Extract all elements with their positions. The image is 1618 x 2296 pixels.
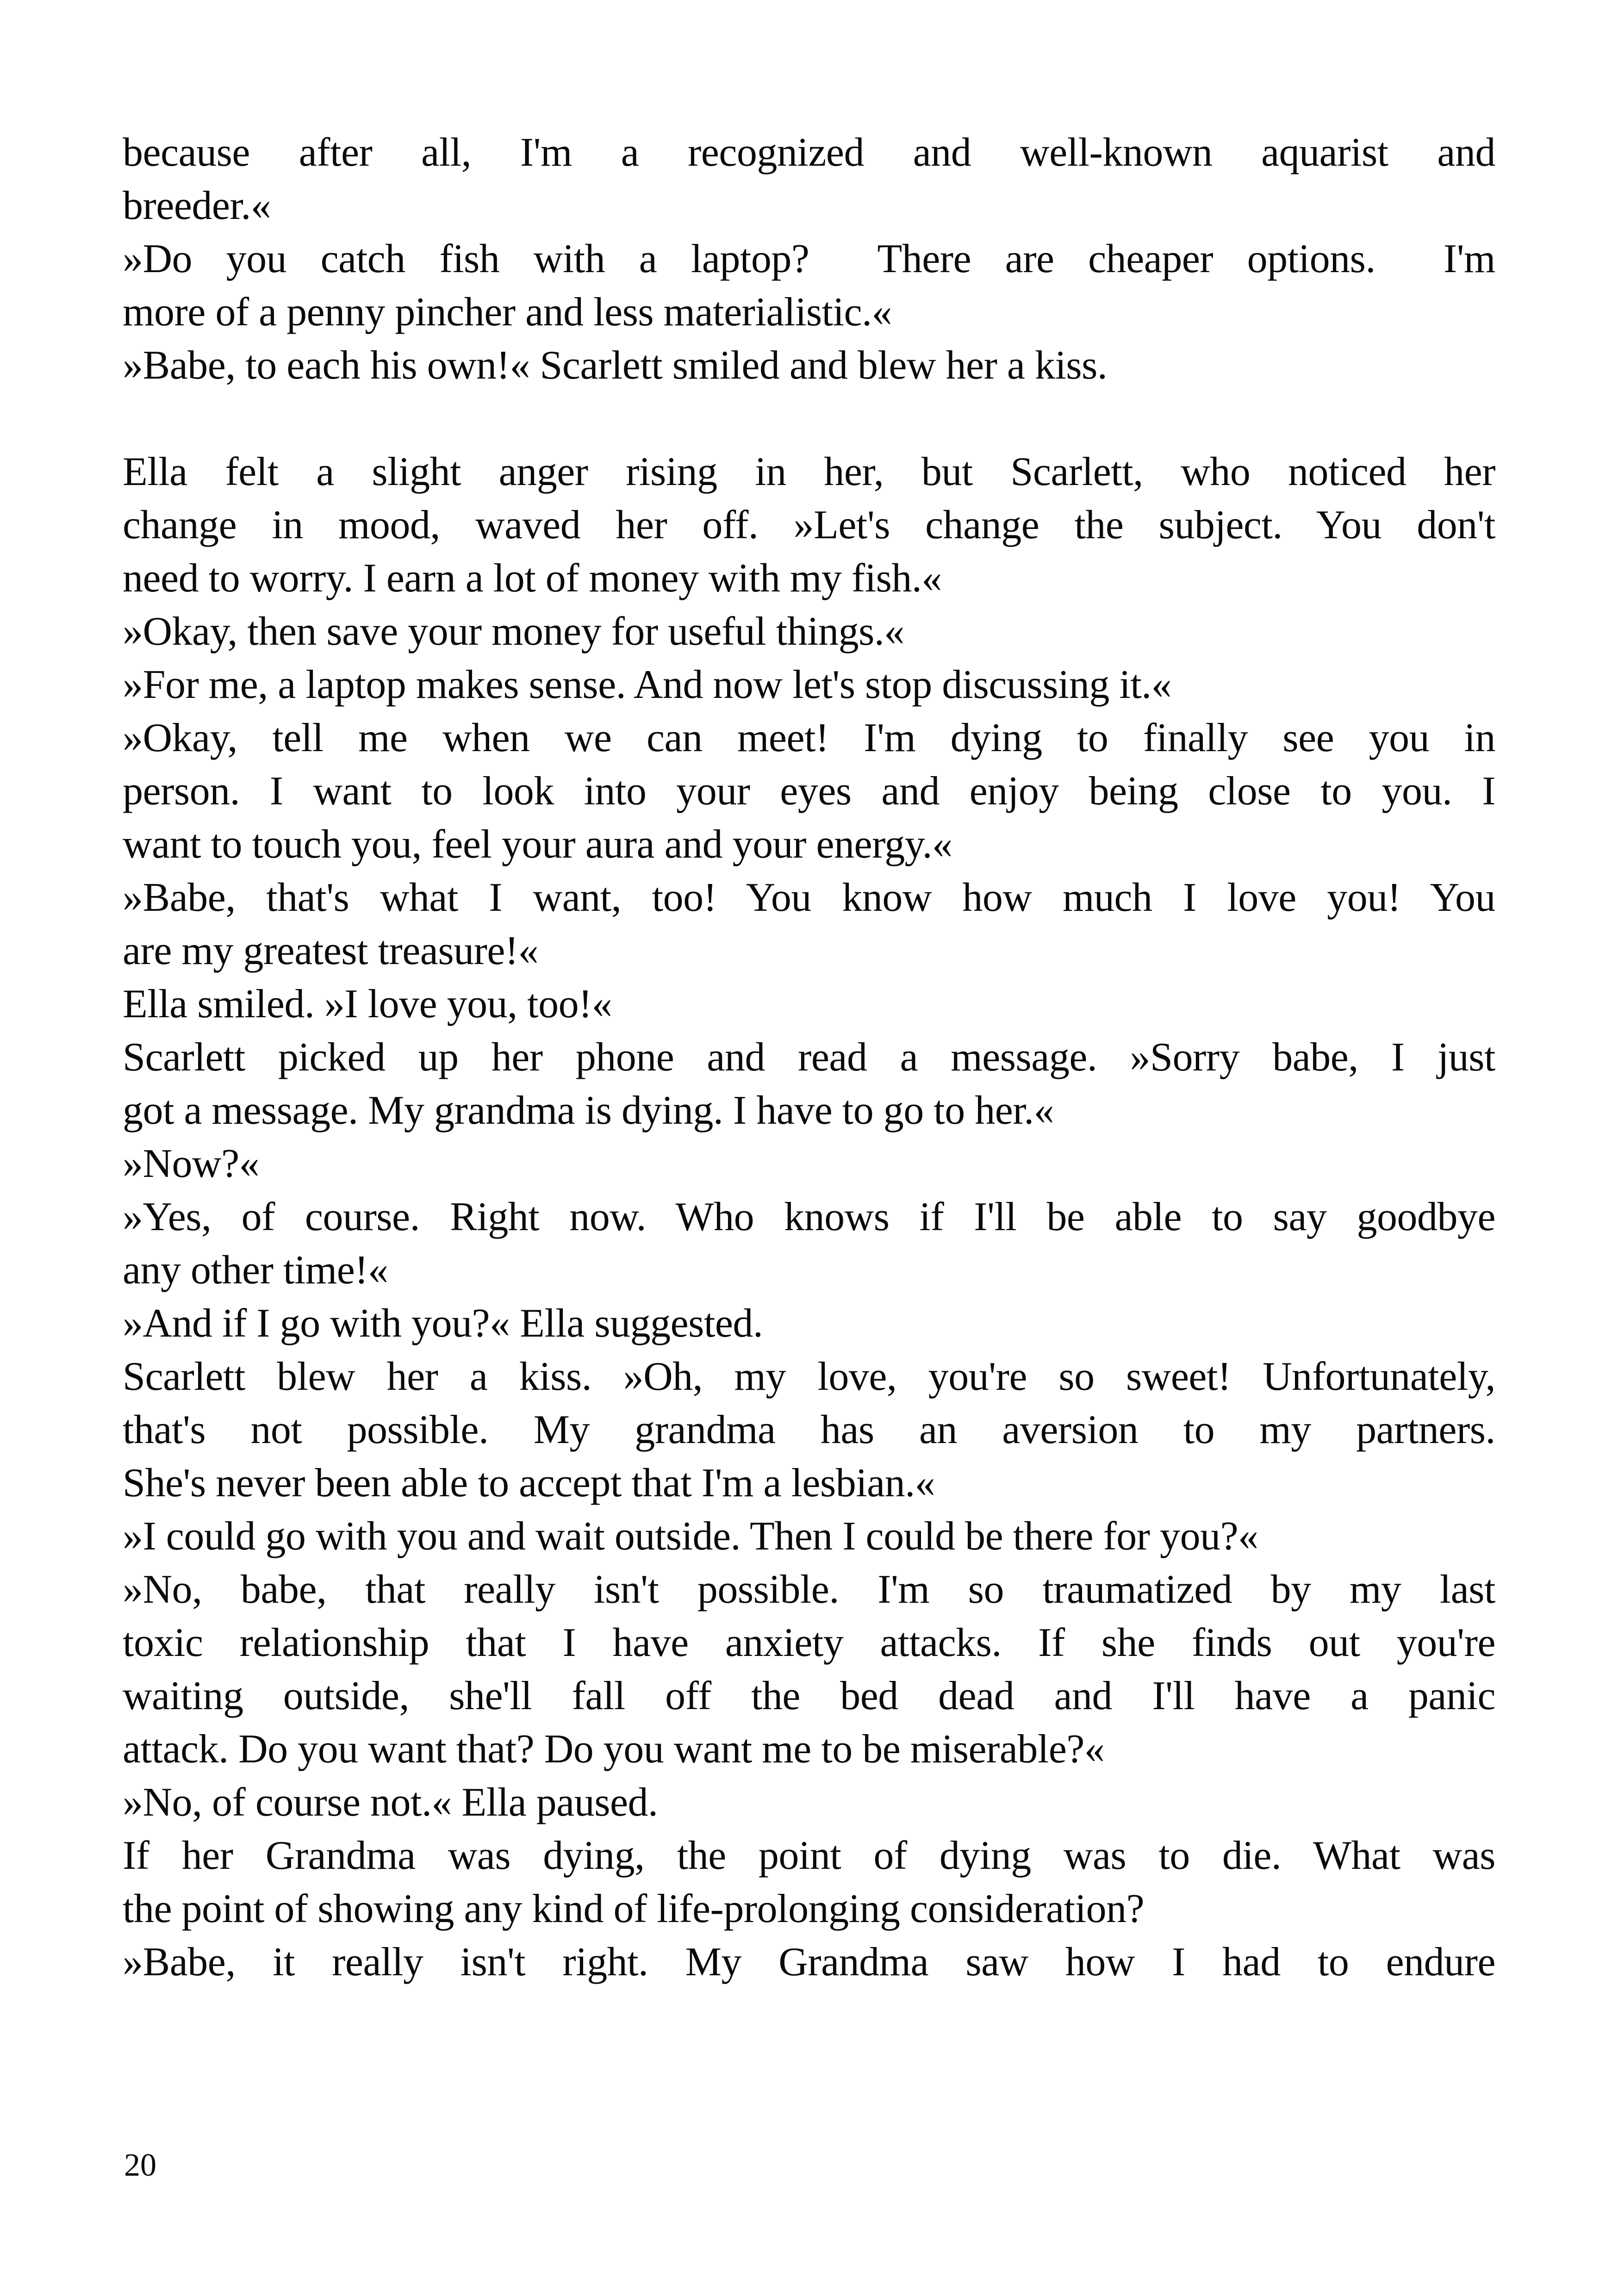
- text-line: She's never been able to accept that I'm a lesbian.«: [123, 1461, 935, 1506]
- text-line: Scarlett blew her a kiss. »Oh, my love, you're so sweet! Unfortunately,: [123, 1354, 1495, 1399]
- paragraph: [123, 1350, 1495, 1510]
- text-line: toxic relationship that I have anxiety attacks. If she finds out you're: [123, 1620, 1495, 1665]
- text-line: »Okay, then save your money for useful things.«: [123, 609, 904, 654]
- text-line: person. I want to look into your eyes and enjoy being close to you. I: [123, 769, 1495, 814]
- text-line: »Babe, that's what I want, too! You know how much I love you! You: [123, 875, 1495, 920]
- paragraph: [123, 1829, 1495, 1935]
- paragraph: [123, 977, 1495, 1031]
- paragraph: [123, 1297, 1495, 1350]
- paragraph: [123, 1137, 1495, 1190]
- text-line: the point of showing any kind of life-prolonging consideration?: [123, 1886, 1145, 1931]
- text-line: »No, of course not.« Ella paused.: [123, 1780, 658, 1825]
- text-line: »Babe, to each his own!« Scarlett smiled and blew her a kiss.: [123, 343, 1108, 388]
- paragraph: [123, 1190, 1495, 1297]
- paragraph: [123, 1031, 1495, 1137]
- paragraph: [123, 126, 1495, 232]
- text-line: If her Grandma was dying, the point of dying was to die. What was: [123, 1833, 1495, 1878]
- text-line: are my greatest treasure!«: [123, 928, 539, 973]
- body-text: [123, 126, 1495, 1989]
- text-line: any other time!«: [123, 1248, 388, 1293]
- text-line: breeder.«: [123, 183, 271, 228]
- paragraph: [123, 658, 1495, 711]
- text-line: got a message. My grandma is dying. I have to go to her.«: [123, 1088, 1054, 1133]
- text-line: Ella felt a slight anger rising in her, but Scarlett, who noticed her: [123, 449, 1495, 494]
- paragraph: [123, 1935, 1495, 1989]
- text-line: Ella smiled. »I love you, too!«: [123, 982, 612, 1027]
- text-line: want to touch you, feel your aura and your energy.«: [123, 822, 952, 867]
- text-line: need to worry. I earn a lot of money with my fish.«: [123, 556, 942, 601]
- text-line: more of a penny pincher and less materialistic.«: [123, 290, 892, 335]
- paragraph: [123, 445, 1495, 605]
- paragraph: [123, 711, 1495, 871]
- text-line: »Yes, of course. Right now. Who knows if I'll be able to say goodbye: [123, 1195, 1495, 1239]
- text-line: »Babe, it really isn't right. My Grandma saw how I had to endure: [123, 1940, 1495, 1985]
- paragraph: [123, 232, 1495, 339]
- text-line: »Do you catch fish with a laptop? There are cheaper options. I'm: [123, 236, 1495, 281]
- paragraph: [123, 1510, 1495, 1563]
- text-line: Scarlett picked up her phone and read a message. »Sorry babe, I just: [123, 1035, 1495, 1080]
- text-line: »Okay, tell me when we can meet! I'm dying to finally see you in: [123, 716, 1495, 760]
- text-line: »Now?«: [123, 1141, 260, 1186]
- text-line: change in mood, waved her off. »Let's change the subject. You don't: [123, 503, 1495, 548]
- text-line: that's not possible. My grandma has an aversion to my partners.: [123, 1407, 1495, 1452]
- text-line: attack. Do you want that? Do you want me to be miserable?«: [123, 1727, 1105, 1772]
- text-line: waiting outside, she'll fall off the bed dead and I'll have a panic: [123, 1674, 1495, 1718]
- paragraph: [123, 605, 1495, 658]
- page-number: 20: [124, 2147, 156, 2183]
- paragraph: [123, 1776, 1495, 1829]
- text-line: »And if I go with you?« Ella suggested.: [123, 1301, 763, 1346]
- text-line: because after all, I'm a recognized and well-known aquarist and: [123, 130, 1495, 175]
- paragraph: [123, 339, 1495, 392]
- text-line: »I could go with you and wait outside. Then I could be there for you?«: [123, 1514, 1258, 1559]
- paragraph: [123, 1563, 1495, 1776]
- text-line: »No, babe, that really isn't possible. I'm so traumatized by my last: [123, 1567, 1495, 1612]
- paragraph: [123, 871, 1495, 977]
- text-line: »For me, a laptop makes sense. And now let's stop discussing it.«: [123, 662, 1172, 707]
